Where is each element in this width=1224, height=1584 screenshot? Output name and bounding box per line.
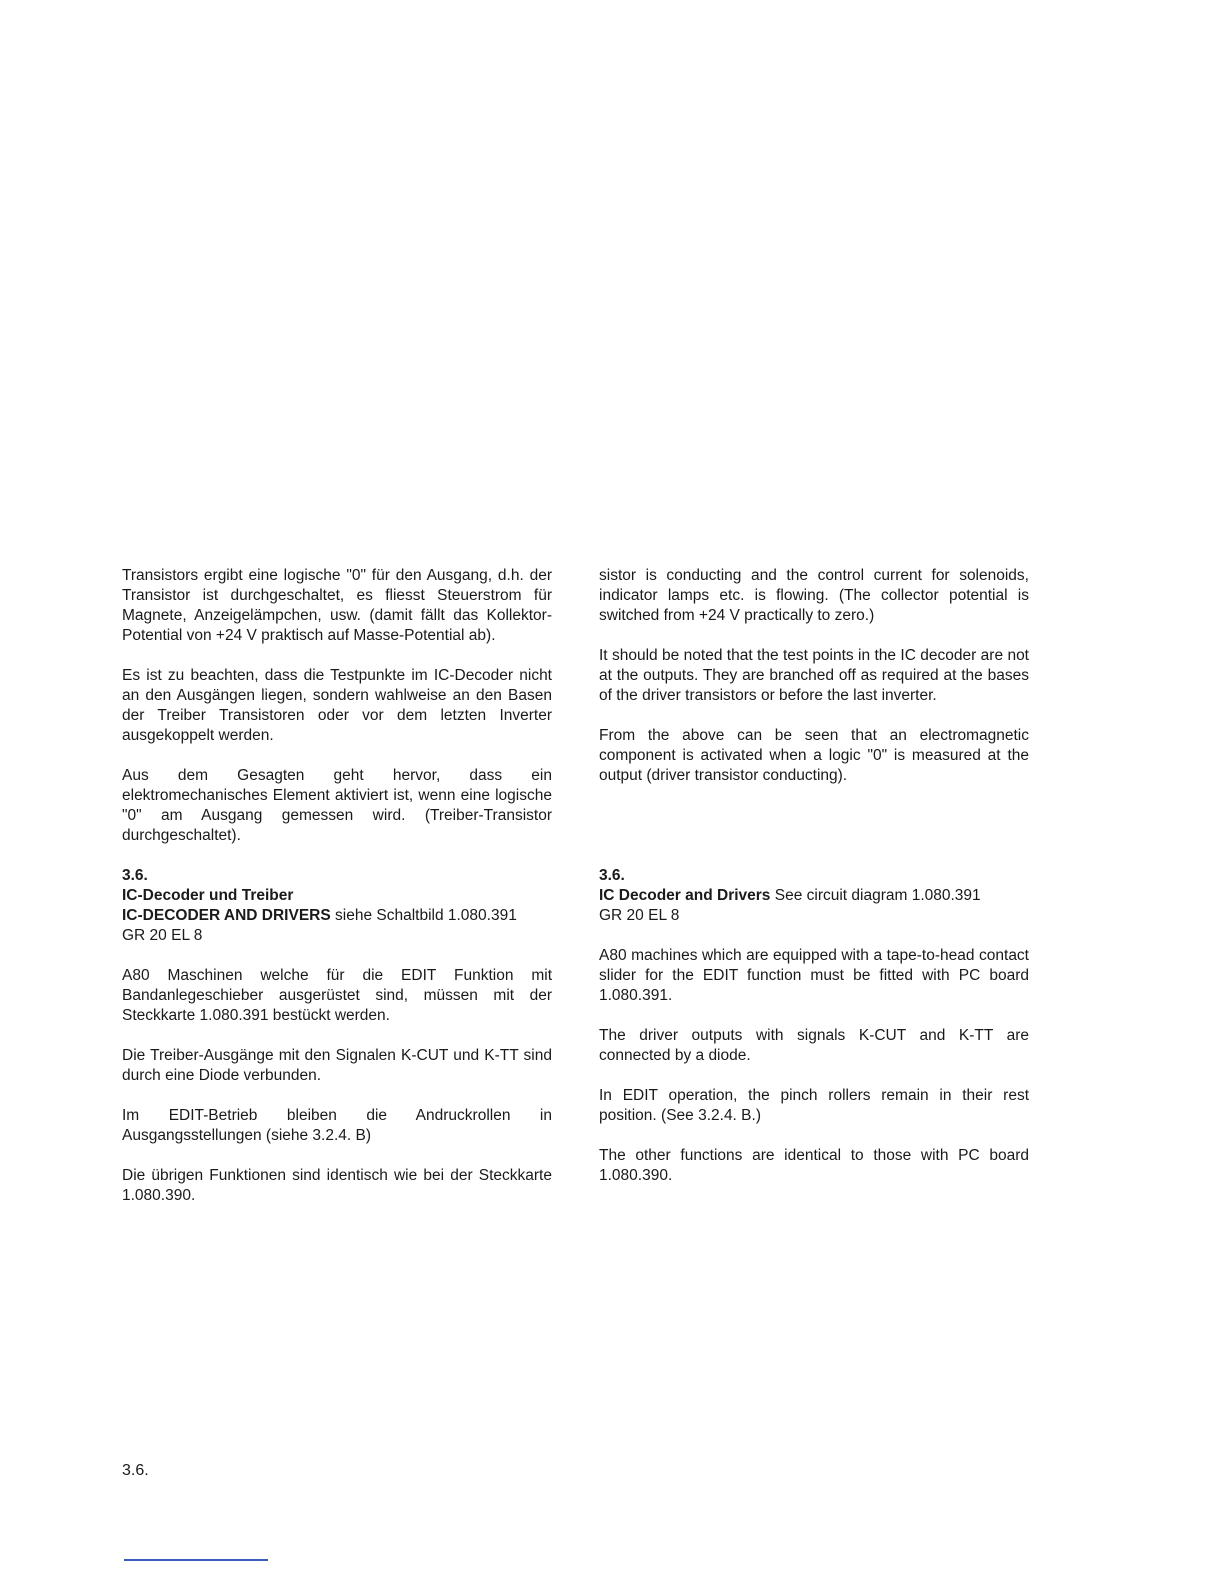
english-ref-code: GR 20 EL 8 xyxy=(599,907,680,924)
german-ref-code: GR 20 EL 8 xyxy=(122,927,203,944)
english-section xyxy=(599,866,1029,1186)
german-conclusion-paragraph: Aus dem Gesagten geht hervor, dass ein elektromechanisches Element aktiviert ist, wenn eine logische "0" am Ausgang gemessen wird. (Treiber-Transistor durchgeschaltet). xyxy=(122,767,552,844)
german-note-paragraph: Es ist zu beachten, dass die Testpunkte im IC-Decoder nicht an den Ausgängen liegen, sondern wahlweise an den Basen der Treiber Transistoren oder vor dem letzten Inverter ausgekoppelt werden. xyxy=(122,667,552,744)
german-paragraph-3: Im EDIT-Betrieb bleiben die Andruckrollen in Ausgangsstellungen (siehe 3.2.4. B) xyxy=(122,1107,552,1144)
english-paragraph-1: A80 machines which are equipped with a tape-to-head contact slider for the EDIT function must be fitted with PC board 1.080.391. xyxy=(599,947,1029,1004)
footer-divider xyxy=(124,1559,268,1561)
english-section-title xyxy=(599,886,1029,906)
english-note-paragraph: It should be noted that the test points in the IC decoder are not at the outputs. They are branched off as required at the bases of the driver transistors or before the last inverter. xyxy=(599,647,1029,704)
english-section-number: 3.6. xyxy=(599,867,625,884)
english-intro-paragraph: sistor is conducting and the control current for solenoids, indicator lamps etc. is flowing. (The collector potential is switched from +24 V practically to zero.) xyxy=(599,567,1029,624)
english-top-block xyxy=(599,566,1029,786)
german-top-block xyxy=(122,566,552,846)
english-paragraph-4: The other functions are identical to those with PC board 1.080.390. xyxy=(599,1147,1029,1184)
english-title-bold: IC Decoder and Drivers xyxy=(599,887,771,904)
english-conclusion-paragraph: From the above can be seen that an electromagnetic component is activated when a logic "0" is measured at the output (driver transistor conducting). xyxy=(599,727,1029,784)
german-section-title: IC-Decoder und Treiber xyxy=(122,887,294,904)
english-title-rest: See circuit diagram 1.080.391 xyxy=(770,887,981,904)
page-number: 3.6. xyxy=(122,1462,149,1479)
german-subtitle-rest: siehe Schaltbild 1.080.391 xyxy=(330,907,517,924)
german-section-subtitle xyxy=(122,906,552,926)
german-paragraph-2: Die Treiber-Ausgänge mit den Signalen K-CUT und K-TT sind durch eine Diode verbunden. xyxy=(122,1047,552,1084)
german-subtitle-bold: IC-DECODER AND DRIVERS xyxy=(122,907,331,924)
german-section-number: 3.6. xyxy=(122,867,148,884)
german-paragraph-4: Die übrigen Funktionen sind identisch wie bei der Steckkarte 1.080.390. xyxy=(122,1167,552,1204)
english-paragraph-2: The driver outputs with signals K-CUT and K-TT are connected by a diode. xyxy=(599,1027,1029,1064)
english-paragraph-3: In EDIT operation, the pinch rollers remain in their rest position. (See 3.2.4. B.) xyxy=(599,1087,1029,1124)
german-section xyxy=(122,866,552,1206)
german-intro-paragraph: Transistors ergibt eine logische "0" für den Ausgang, d.h. der Transistor ist durchgeschaltet, es fliesst Steuerstrom für Magnete, Anzeigelämpchen, usw. (damit fällt das Kollektor-Potential von +24 V praktisch auf Masse-Potential ab). xyxy=(122,567,552,644)
german-paragraph-1: A80 Maschinen welche für die EDIT Funktion mit Bandanlegeschieber ausgerüstet sind, müssen mit der Steckkarte 1.080.391 bestückt werden. xyxy=(122,967,552,1024)
